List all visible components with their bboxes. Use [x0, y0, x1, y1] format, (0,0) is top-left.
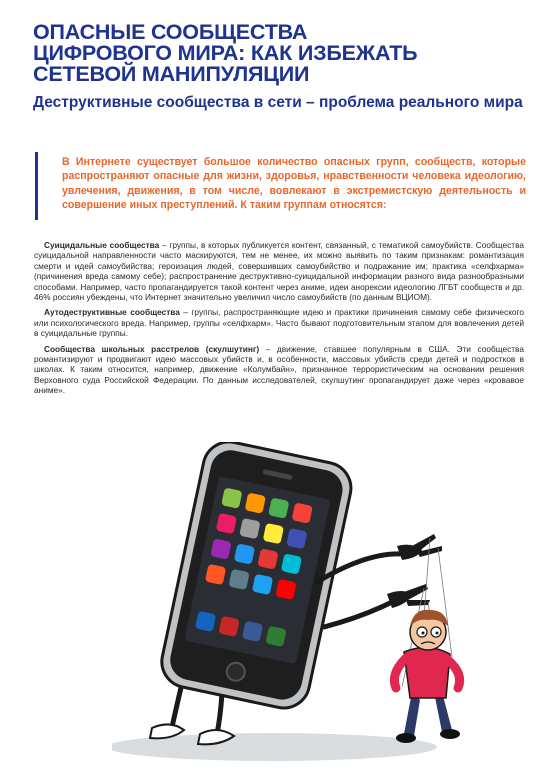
section-text: – группы, распространяющие идею и практики причинения самому себе физического или психологического вреда. Например, группы «селфхарм». Часто бывают подготовительным этапом для вовлечения детей в суицидальные группы.: [34, 307, 524, 339]
section-term: Суицидальные сообщества: [44, 240, 160, 250]
title-line: СЕТЕВОЙ МАНИПУЛЯЦИИ: [33, 62, 310, 86]
puppeteer-hand: [387, 534, 442, 608]
section-text: – движение, ставшее популярным в США. Эти сообщества романтизируют и продвигают идею массовых убийств и, в особенности, массовых убийств среди детей и подростков в школах. К таким относится, например, движение «Колумбайн», признанное террористическим на основании решения Верховного суда Российской Федерации. По данным исследователей, скулшутинг пропагандирует даже через «кровавое аниме».: [34, 343, 524, 396]
section-paragraph: [34, 307, 524, 338]
section-term: Аутодеструктивные сообщества: [44, 307, 180, 318]
section-paragraph: [34, 240, 524, 302]
section-paragraph: [34, 344, 524, 396]
title-line: ОПАСНЫЕ СООБЩЕСТВА: [33, 20, 308, 44]
title-line: ЦИФРОВОГО МИРА: КАК ИЗБЕЖАТЬ: [33, 41, 418, 65]
section-term: Сообщества школьных расстрелов (скулшутинг): [44, 343, 260, 354]
body-text: [34, 240, 524, 401]
lead-paragraph: В Интернете существует большое количество опасных групп, сообществ, которые распространяют опасные для жизни, здоровья, нравственности человека идеологию, увлечения, движения, в том числе, вовлекают в экстремистскую деятельность и совершение иных преступлений. К таким группам относятся:: [62, 156, 526, 212]
page-title: [33, 22, 533, 85]
smartphone-puppeteer-illustration: [112, 442, 512, 762]
lead-accent-bar: [35, 152, 38, 220]
page-subtitle: Деструктивные сообщества в сети – проблема реального мира: [33, 94, 523, 111]
section-text: – группы, в которых публикуется контент, связанный, с тематикой самоубийств. Сообщества суицидальной направленности часто маскируются, тем не менее, их можно выявить по таким признакам: романтизация смерти и идей самоубийства; героизация людей, совершивших самоубийство и подражание им; практика «селфхарма» (причинения вреда самому себе); распространение деструктивно-суицидальной информации разного вида разнообразными способами. Например, часто пропагандируется такой контент через аниме, идеи анорексии идеологию ЛГБТ сообществ и др. 46% россиян убеждены, что Интернет значительно увеличил число самоубийств (по данным ВЦИОМ).: [34, 240, 525, 303]
